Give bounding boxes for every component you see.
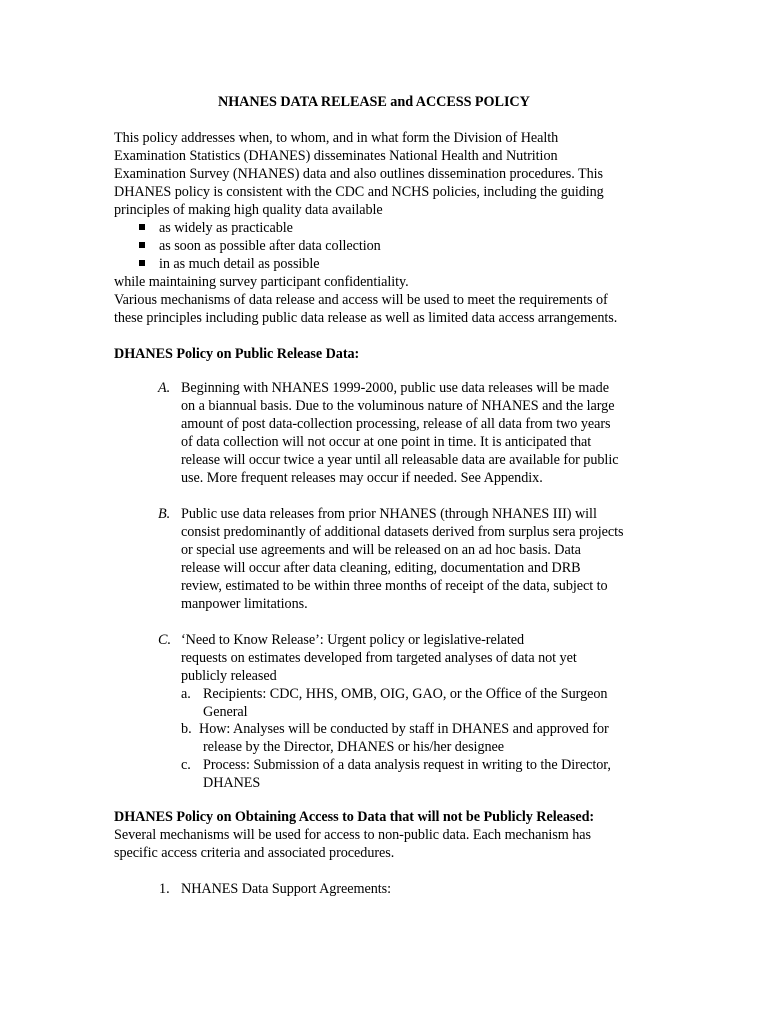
subitem-line: Process: Submission of a data analysis request in writing to the Director, — [203, 757, 611, 773]
item-line: ‘Need to Know Release’: Urgent policy or legislative-related — [181, 632, 525, 648]
intro-line: principles of making high quality data available — [114, 202, 383, 218]
subitem-marker: b. — [181, 721, 192, 737]
item-line: Beginning with NHANES 1999-2000, public use data releases will be made — [181, 380, 609, 396]
item-line: manpower limitations. — [181, 596, 308, 612]
subitem-marker: c. — [181, 757, 191, 773]
list-item: in as much detail as possible — [159, 256, 320, 272]
item-marker: C. — [158, 632, 172, 648]
item-line: NHANES Data Support Agreements: — [181, 881, 392, 897]
intro-line: DHANES policy is consistent with the CDC and NCHS policies, including the guiding — [114, 184, 604, 200]
intro-line: while maintaining survey participant confidentiality. — [114, 274, 409, 290]
square-bullet-icon — [139, 260, 145, 266]
subitem-line: How: Analyses will be conducted by staff in DHANES and approved for — [199, 721, 609, 737]
item-line: requests on estimates developed from targeted analyses of data not yet — [181, 650, 577, 666]
item-line: consist predominantly of additional datasets derived from surplus sera projects — [181, 524, 624, 540]
access-line: specific access criteria and associated procedures. — [114, 845, 395, 861]
item-line: release will occur after data cleaning, editing, documentation and DRB — [181, 560, 581, 576]
item-line: of data collection will not occur at one point in time. It is anticipated that — [181, 434, 592, 450]
item-line: Public use data releases from prior NHANES (through NHANES III) will — [181, 506, 597, 522]
list-item: as soon as possible after data collection — [159, 238, 381, 254]
document-title: NHANES DATA RELEASE and ACCESS POLICY — [218, 94, 530, 110]
list-item: as widely as practicable — [159, 220, 293, 236]
item-marker: 1. — [159, 881, 170, 897]
item-marker: A. — [158, 380, 171, 396]
item-marker: B. — [158, 506, 171, 522]
intro-line: these principles including public data release as well as limited data access arrangements. — [114, 310, 618, 326]
item-line: publicly released — [181, 668, 277, 684]
intro-line: Examination Statistics (DHANES) disseminates National Health and Nutrition — [114, 148, 558, 164]
subitem-line: DHANES — [203, 775, 261, 791]
square-bullet-icon — [139, 242, 145, 248]
section-heading-public-release: DHANES Policy on Public Release Data: — [114, 346, 360, 362]
item-line: release will occur twice a year until all releasable data are available for public — [181, 452, 619, 468]
intro-line: Examination Survey (NHANES) data and also outlines dissemination procedures. This — [114, 166, 604, 182]
subitem-line: Recipients: CDC, HHS, OMB, OIG, GAO, or the Office of the Surgeon — [203, 686, 608, 702]
access-line: Several mechanisms will be used for access to non-public data. Each mechanism has — [114, 827, 591, 843]
item-line: use. More frequent releases may occur if needed. See Appendix. — [181, 470, 543, 486]
subitem-line: release by the Director, DHANES or his/her designee — [203, 739, 505, 755]
section-heading-access: DHANES Policy on Obtaining Access to Data that will not be Publicly Released: — [114, 809, 595, 825]
item-line: amount of post data-collection processing, release of all data from two years — [181, 416, 611, 432]
intro-line: This policy addresses when, to whom, and in what form the Division of Health — [114, 130, 559, 146]
item-line: or special use agreements and will be released on an ad hoc basis. Data — [181, 542, 581, 558]
intro-line: Various mechanisms of data release and access will be used to meet the requirements of — [114, 292, 608, 308]
item-line: review, estimated to be within three months of receipt of the data, subject to — [181, 578, 608, 594]
item-line: on a biannual basis. Due to the voluminous nature of NHANES and the large — [181, 398, 615, 414]
subitem-line: General — [203, 704, 248, 720]
square-bullet-icon — [139, 224, 145, 230]
subitem-marker: a. — [181, 686, 191, 702]
